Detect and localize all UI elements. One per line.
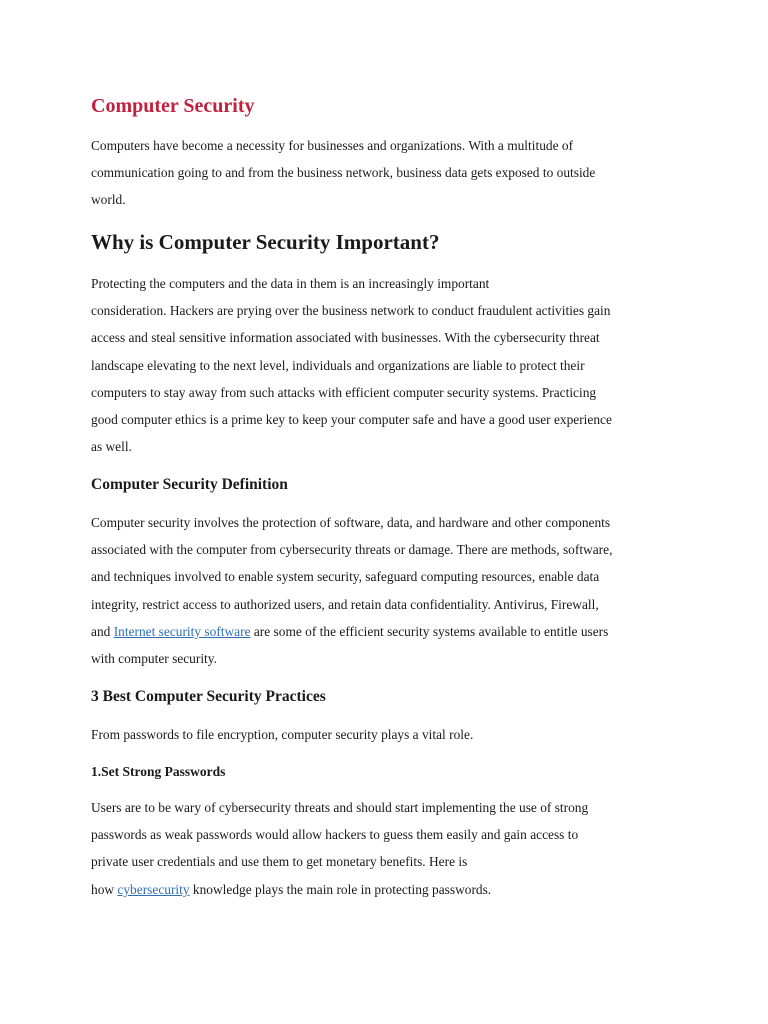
definition-heading: Computer Security Definition bbox=[91, 476, 288, 493]
passwords-line-3: private user credentials and use them to get monetary benefits. Here is bbox=[91, 854, 468, 870]
why-heading: Why is Computer Security Important? bbox=[91, 230, 440, 254]
why-line-6: good computer ethics is a prime key to keep your computer safe and have a good user experience bbox=[91, 412, 612, 428]
definition-line-1: Computer security involves the protection of software, data, and hardware and other components bbox=[91, 515, 611, 530]
page-title: Computer Security bbox=[91, 95, 255, 117]
definition-link-line bbox=[91, 618, 687, 645]
practices-heading: 3 Best Computer Security Practices bbox=[91, 688, 326, 705]
definition-paragraph bbox=[91, 509, 687, 672]
definition-link-prefix: and bbox=[91, 623, 114, 639]
cybersecurity-link[interactable]: cybersecurity bbox=[117, 881, 190, 897]
definition-link-suffix: are some of the efficient security systems available to entitle users bbox=[250, 623, 609, 639]
why-line-7: as well. bbox=[91, 439, 132, 455]
definition-line-3: and techniques involved to enable system security, safeguard computing resources, enable data bbox=[91, 569, 600, 585]
passwords-line-1: Users are to be wary of cybersecurity threats and should start implementing the use of strong bbox=[91, 800, 589, 815]
why-line-3: access and steal sensitive information associated with businesses. With the cybersecurity threat bbox=[91, 330, 600, 346]
intro-paragraph bbox=[91, 132, 687, 214]
definition-line-2: associated with the computer from cybersecurity threats or damage. There are methods, software, bbox=[91, 542, 613, 558]
definition-line-4: integrity, restrict access to authorized users, and retain data confidentiality. Antivirus, Firewall, bbox=[91, 596, 599, 612]
internet-security-software-link[interactable]: Internet security software bbox=[113, 623, 251, 639]
passwords-link-prefix: how bbox=[91, 881, 118, 897]
intro-line-1: Computers have become a necessity for businesses and organizations. With a multitude of bbox=[91, 138, 574, 153]
passwords-paragraph bbox=[91, 794, 687, 903]
why-line-5: computers to stay away from such attacks with efficient computer security systems. Practicing bbox=[91, 384, 597, 400]
practices-line-1: From passwords to file encryption, computer security plays a vital role. bbox=[91, 727, 474, 742]
passwords-heading: 1.Set Strong Passwords bbox=[91, 764, 226, 779]
passwords-link-line bbox=[91, 876, 687, 903]
practices-paragraph bbox=[91, 721, 687, 748]
passwords-link-suffix: knowledge plays the main role in protecting passwords. bbox=[189, 881, 492, 897]
passwords-line-2: passwords as weak passwords would allow hackers to guess them easily and gain access to bbox=[91, 827, 579, 843]
why-line-4: landscape elevating to the next level, individuals and organizations are liable to protect their bbox=[91, 357, 585, 373]
definition-line-6: with computer security. bbox=[91, 651, 217, 667]
intro-line-3: world. bbox=[91, 192, 126, 208]
why-paragraph bbox=[91, 270, 687, 460]
intro-line-2: communication going to and from the business network, business data gets exposed to outside bbox=[91, 165, 596, 181]
why-line-1: Protecting the computers and the data in them is an increasingly important bbox=[91, 276, 490, 291]
why-line-2: consideration. Hackers are prying over the business network to conduct fraudulent activities gain bbox=[91, 303, 611, 319]
